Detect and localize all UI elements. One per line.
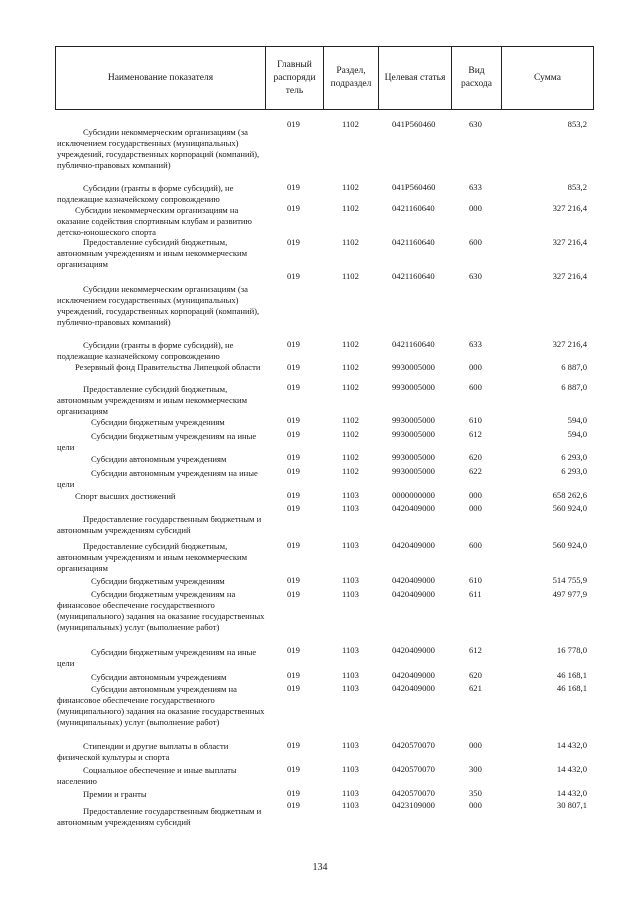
row-name: Предоставление государственным бюджетным и автономным учреждениям субсидий — [57, 514, 262, 535]
row-target: 0420409000 — [392, 589, 435, 599]
row-type: 600 — [469, 382, 482, 392]
row-type: 633 — [469, 182, 482, 192]
row-section: 1103 — [342, 490, 359, 500]
row-target: 0421160640 — [392, 237, 435, 247]
header-section: Раздел, подраздел — [324, 47, 379, 109]
row-section: 1103 — [342, 800, 359, 810]
row-chief: 019 — [287, 540, 300, 550]
row-type: 630 — [469, 119, 482, 129]
row-sum: 14 432,0 — [556, 764, 587, 774]
row-type: 630 — [469, 271, 482, 281]
row-section: 1102 — [342, 362, 359, 372]
row-target: 0000000000 — [392, 490, 435, 500]
row-type: 622 — [469, 466, 482, 476]
row-chief: 019 — [287, 764, 300, 774]
row-chief: 019 — [287, 490, 300, 500]
row-name: Субсидии некоммерческим организациям (за исключением государственных (муниципальных) учреждений, государственных корпораций (компаний), публично-правовых компаний) — [57, 284, 260, 327]
row-type: 600 — [469, 237, 482, 247]
row-name: Субсидии бюджетным учреждениям — [91, 417, 225, 427]
row-section: 1102 — [342, 382, 359, 392]
row-type: 000 — [469, 203, 482, 213]
row-chief: 019 — [287, 382, 300, 392]
row-sum: 14 432,0 — [556, 788, 587, 798]
header-name: Наименование показателя — [56, 47, 266, 109]
row-name: Субсидии автономным учреждениям — [91, 672, 227, 682]
row-section: 1103 — [342, 645, 359, 655]
row-type: 633 — [469, 339, 482, 349]
row-section: 1103 — [342, 670, 359, 680]
row-name: Стипендии и другие выплаты в области физической культуры и спорта — [57, 741, 229, 762]
row-sum: 46 168,1 — [556, 683, 587, 693]
row-name: Субсидии (гранты в форме субсидий), не подлежащие казначейскому сопровождению — [57, 183, 234, 204]
header-type: Вид расхода — [452, 47, 502, 109]
page-number: 134 — [312, 862, 328, 873]
row-name: Предоставление государственным бюджетным и автономным учреждениям субсидий — [57, 806, 262, 827]
header-target: Целевая статья — [379, 47, 452, 109]
table-header — [55, 46, 594, 110]
row-sum: 16 778,0 — [556, 645, 587, 655]
row-section: 1102 — [342, 452, 359, 462]
row-chief: 019 — [287, 575, 300, 585]
header-chief: Главный распоряди тель — [266, 47, 324, 109]
row-target: 0420409000 — [392, 645, 435, 655]
row-target: 0421160640 — [392, 339, 435, 349]
row-target: 9930005000 — [392, 382, 435, 392]
row-type: 610 — [469, 415, 482, 425]
row-sum: 594,0 — [567, 415, 587, 425]
row-target: 0420570070 — [392, 764, 435, 774]
row-chief: 019 — [287, 452, 300, 462]
row-chief: 019 — [287, 503, 300, 513]
row-chief: 019 — [287, 589, 300, 599]
row-chief: 019 — [287, 788, 300, 798]
row-type: 300 — [469, 764, 482, 774]
row-name: Субсидии (гранты в форме субсидий), не подлежащие казначейскому сопровождению — [57, 340, 234, 361]
row-section: 1103 — [342, 503, 359, 513]
row-chief: 019 — [287, 466, 300, 476]
row-name: Субсидии бюджетным учреждениям на иные цели — [57, 431, 257, 452]
row-type: 611 — [469, 589, 482, 599]
row-name: Субсидии некоммерческим организациям (за исключением государственных (муниципальных) учреждений, государственных корпораций (компаний), публично-правовых компаний) — [57, 127, 260, 170]
row-sum: 658 262,6 — [552, 490, 587, 500]
row-section: 1103 — [342, 589, 359, 599]
row-name: Резервный фонд Правительства Липецкой области — [75, 362, 261, 372]
row-sum: 14 432,0 — [556, 740, 587, 750]
row-target: 041Р560460 — [392, 119, 436, 129]
row-sum: 327 216,4 — [552, 339, 587, 349]
row-type: 600 — [469, 540, 482, 550]
row-name: Субсидии бюджетным учреждениям на финансовое обеспечение государственного (муниципального) задания на оказание государственных (муниципальных) услуг (выполнение работ) — [57, 589, 265, 632]
row-chief: 019 — [287, 683, 300, 693]
row-chief: 019 — [287, 237, 300, 247]
row-name: Премии и гранты — [83, 789, 147, 799]
row-sum: 6 887,0 — [561, 382, 587, 392]
row-name: Субсидии бюджетным учреждениям на иные цели — [57, 647, 257, 668]
row-chief: 019 — [287, 740, 300, 750]
row-section: 1102 — [342, 237, 359, 247]
row-sum: 594,0 — [567, 429, 587, 439]
row-type: 350 — [469, 788, 482, 798]
row-target: 9930005000 — [392, 452, 435, 462]
row-section: 1103 — [342, 683, 359, 693]
row-section: 1103 — [342, 764, 359, 774]
row-sum: 6 887,0 — [561, 362, 587, 372]
row-chief: 019 — [287, 429, 300, 439]
row-target: 0420409000 — [392, 575, 435, 585]
row-chief: 019 — [287, 203, 300, 213]
row-section: 1102 — [342, 429, 359, 439]
row-sum: 497 977,9 — [552, 589, 587, 599]
row-sum: 853,2 — [567, 182, 587, 192]
row-chief: 019 — [287, 339, 300, 349]
row-type: 000 — [469, 740, 482, 750]
row-section: 1102 — [342, 182, 359, 192]
row-section: 1102 — [342, 415, 359, 425]
row-chief: 019 — [287, 362, 300, 372]
row-type: 000 — [469, 490, 482, 500]
row-name: Субсидии некоммерческим организациям на оказание содействия спортивным клубам и развитию детско-юношеского спорта — [57, 205, 252, 237]
row-type: 000 — [469, 503, 482, 513]
row-chief: 019 — [287, 271, 300, 281]
row-sum: 6 293,0 — [561, 452, 587, 462]
row-sum: 853,2 — [567, 119, 587, 129]
row-type: 620 — [469, 670, 482, 680]
row-chief: 019 — [287, 670, 300, 680]
row-target: 0420409000 — [392, 503, 435, 513]
row-sum: 46 168,1 — [556, 670, 587, 680]
row-target: 0420409000 — [392, 683, 435, 693]
row-name: Субсидии бюджетным учреждениям — [91, 576, 225, 586]
row-target: 0423109000 — [392, 800, 435, 810]
row-chief: 019 — [287, 415, 300, 425]
row-target: 041Р560460 — [392, 182, 436, 192]
row-sum: 327 216,4 — [552, 203, 587, 213]
row-section: 1102 — [342, 203, 359, 213]
row-target: 9930005000 — [392, 415, 435, 425]
row-name: Субсидии автономным учреждениям на финансовое обеспечение государственного (муниципального) задания на оказание государственных (муниципальных) услуг (выполнение работ) — [57, 684, 265, 727]
row-target: 0421160640 — [392, 203, 435, 213]
row-target: 9930005000 — [392, 466, 435, 476]
row-sum: 30 807,1 — [556, 800, 587, 810]
row-sum: 560 924,0 — [552, 540, 587, 550]
row-section: 1103 — [342, 575, 359, 585]
row-name: Субсидии автономным учреждениям — [91, 454, 227, 464]
row-type: 621 — [469, 683, 482, 693]
row-name: Предоставление субсидий бюджетным, автономным учреждениям и иным некоммерческим организациям — [57, 541, 248, 573]
row-target: 0421160640 — [392, 271, 435, 281]
row-target: 9930005000 — [392, 429, 435, 439]
row-target: 0420409000 — [392, 540, 435, 550]
row-type: 612 — [469, 645, 482, 655]
row-type: 000 — [469, 800, 482, 810]
row-name: Предоставление субсидий бюджетным, автономным учреждениям и иным некоммерческим организациям — [57, 237, 248, 269]
row-sum: 6 293,0 — [561, 466, 587, 476]
row-type: 000 — [469, 362, 482, 372]
row-target: 0420409000 — [392, 670, 435, 680]
row-chief: 019 — [287, 182, 300, 192]
row-chief: 019 — [287, 645, 300, 655]
row-chief: 019 — [287, 119, 300, 129]
row-section: 1102 — [342, 339, 359, 349]
row-section: 1103 — [342, 740, 359, 750]
row-name: Субсидии автономным учреждениям на иные цели — [57, 468, 258, 489]
row-section: 1103 — [342, 540, 359, 550]
row-name: Предоставление субсидий бюджетным, автономным учреждениям и иным некоммерческим организациям — [57, 384, 248, 416]
row-chief: 019 — [287, 800, 300, 810]
row-sum: 560 924,0 — [552, 503, 587, 513]
row-section: 1102 — [342, 271, 359, 281]
row-type: 610 — [469, 575, 482, 585]
row-name: Спорт высших достижений — [75, 491, 176, 501]
row-target: 0420570070 — [392, 788, 435, 798]
row-section: 1102 — [342, 466, 359, 476]
row-name: Социальное обеспечение и иные выплаты населению — [57, 765, 237, 786]
header-sum: Сумма — [534, 72, 561, 83]
row-target: 9930005000 — [392, 362, 435, 372]
row-sum: 514 755,9 — [552, 575, 587, 585]
row-section: 1102 — [342, 119, 359, 129]
row-section: 1103 — [342, 788, 359, 798]
row-target: 0420570070 — [392, 740, 435, 750]
row-type: 620 — [469, 452, 482, 462]
row-type: 612 — [469, 429, 482, 439]
row-sum: 327 216,4 — [552, 237, 587, 247]
row-sum: 327 216,4 — [552, 271, 587, 281]
